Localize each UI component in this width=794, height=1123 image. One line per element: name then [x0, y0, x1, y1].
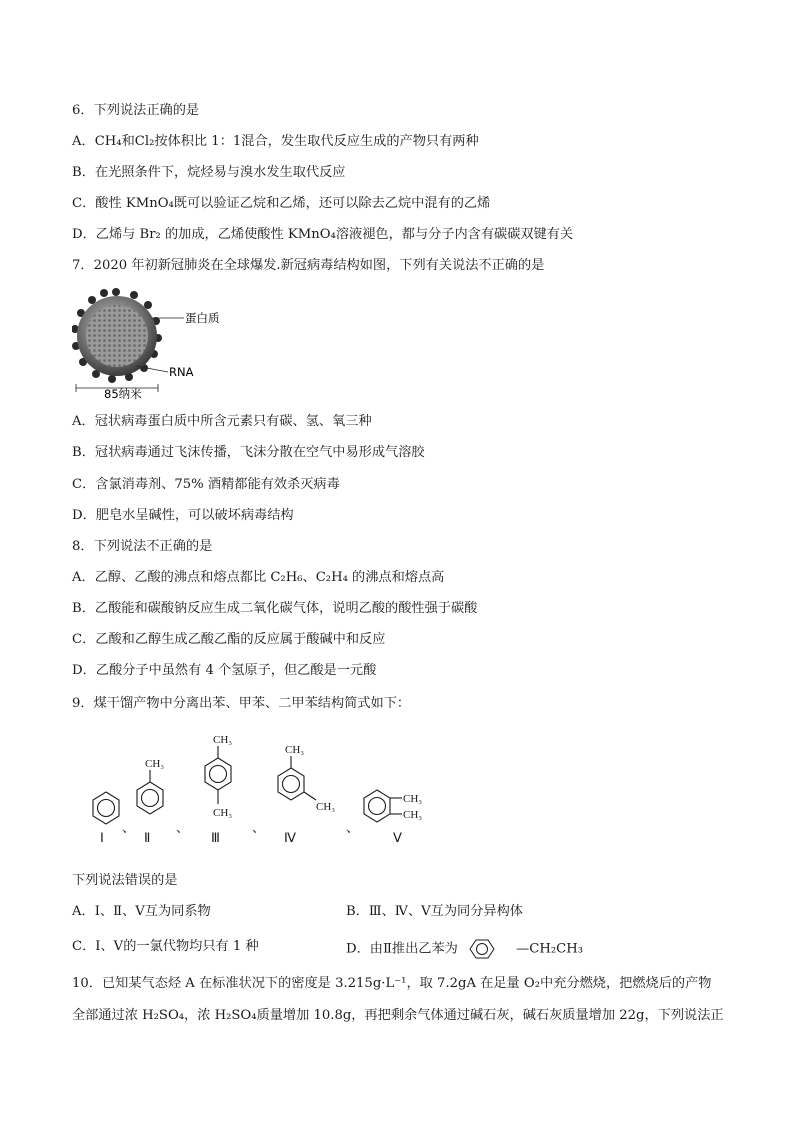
q8-option-c: C．乙酸和乙醇生成乙酸乙酯的反应属于酸碱中和反应	[72, 632, 386, 647]
q9-question: 下列说法错误的是	[72, 873, 178, 888]
ethylbenzene-ring-icon	[464, 938, 516, 960]
q8-option-a: A．乙醇、乙酸的沸点和熔点都比 C₂H₆、C₂H₄ 的沸点和熔点高	[72, 570, 445, 585]
aromatic-structures-figure	[84, 724, 464, 854]
q7-stem: 7．2020 年初新冠肺炎在全球爆发.新冠病毒结构如图，下列有关说法不正确的是	[72, 258, 545, 273]
q9-option-c: C．Ⅰ、Ⅴ的一氯代物均只有 1 种	[72, 939, 259, 954]
label-rna: RNA	[169, 365, 194, 379]
structure-IV-m-xylene	[278, 756, 316, 800]
label-protein: 蛋白质	[185, 311, 220, 325]
q10-line1: 10．已知某气态烃 A 在标准状况下的密度是 3.215g·L⁻¹，取 7.2gA 在足量 O₂中充分燃烧，把燃烧后的产物	[72, 976, 712, 991]
ch3-label-V-top: CH₃	[403, 793, 423, 805]
q6-option-c: C．酸性 KMnO₄既可以验证乙烷和乙烯，还可以除去乙烷中混有的乙烯	[72, 196, 491, 211]
q8-option-b: B．乙酸能和碳酸钠反应生成二氧化碳气体，说明乙酸的酸性强于碳酸	[72, 601, 478, 616]
label-scale: 85纳米	[104, 387, 142, 400]
label-I: Ⅰ	[100, 830, 104, 845]
q9-option-a: A．Ⅰ、Ⅱ、Ⅴ互为同系物	[72, 904, 211, 919]
q6-option-a: A．CH₄和Cl₂按体积比 1：1混合，发生取代反应生成的产物只有两种	[72, 134, 479, 149]
ch3-label-IV-top: CH₃	[285, 744, 305, 756]
coronavirus-structure-figure	[72, 288, 242, 400]
q8-option-d: D．乙酸分子中虽然有 4 个氢原子，但乙酸是一元酸	[72, 663, 377, 678]
ch3-label-III-bottom: CH₃	[213, 807, 233, 819]
separator-3: 、	[252, 820, 266, 835]
q7-option-d: D．肥皂水呈碱性，可以破坏病毒结构	[72, 508, 294, 523]
ch3-label-III-top: CH₃	[213, 734, 233, 746]
q10-line2: 全部通过浓 H₂SO₄，浓 H₂SO₄质量增加 10.8g，再把剩余气体通过碱石灰，碱石灰质量增加 22g，下列说法正	[72, 1008, 724, 1023]
q7-option-b: B．冠状病毒通过飞沫传播，飞沫分散在空气中易形成气溶胶	[72, 445, 425, 460]
ethyl-group: —CH₂CH₃	[516, 941, 584, 957]
q6-stem: 6．下列说法正确的是	[72, 103, 200, 118]
separator-1: 、	[122, 820, 136, 835]
q9-option-d	[346, 938, 583, 960]
q6-option-b: B．在光照条件下，烷烃易与溴水发生取代反应	[72, 165, 346, 180]
ch3-label-IV-side: CH₃	[316, 801, 336, 813]
ch3-label-V-bottom: CH₃	[403, 809, 423, 821]
label-V: Ⅴ	[393, 830, 402, 845]
q9-option-b: B．Ⅲ、Ⅳ、Ⅴ互为同分异构体	[346, 904, 523, 919]
label-II: Ⅱ	[144, 830, 151, 845]
q9-stem: 9．煤干馏产物中分离出苯、甲苯、二甲苯结构简式如下：	[72, 696, 411, 711]
separator-2: 、	[176, 820, 190, 835]
structure-V-o-xylene	[364, 790, 402, 822]
structure-I-benzene	[93, 792, 119, 824]
structure-III-p-xylene	[205, 746, 231, 804]
q7-option-c: C．含氯消毒剂、75% 酒精都能有效杀灭病毒	[72, 477, 340, 492]
label-IV: Ⅳ	[284, 830, 296, 845]
q8-stem: 8．下列说法不正确的是	[72, 539, 213, 554]
q7-option-a: A．冠状病毒蛋白质中所含元素只有碳、氢、氧三种	[72, 414, 372, 429]
structure-II-toluene	[137, 770, 163, 814]
label-III: Ⅲ	[211, 830, 220, 845]
q9-option-d-text: D．由Ⅱ推出乙苯为	[346, 941, 458, 957]
q6-option-d: D．乙烯与 Br₂ 的加成，乙烯使酸性 KMnO₄溶液褪色，都与分子内含有碳碳双键有关	[72, 227, 574, 242]
separator-4: 、	[346, 820, 360, 835]
ch3-label-II: CH₃	[145, 758, 165, 770]
